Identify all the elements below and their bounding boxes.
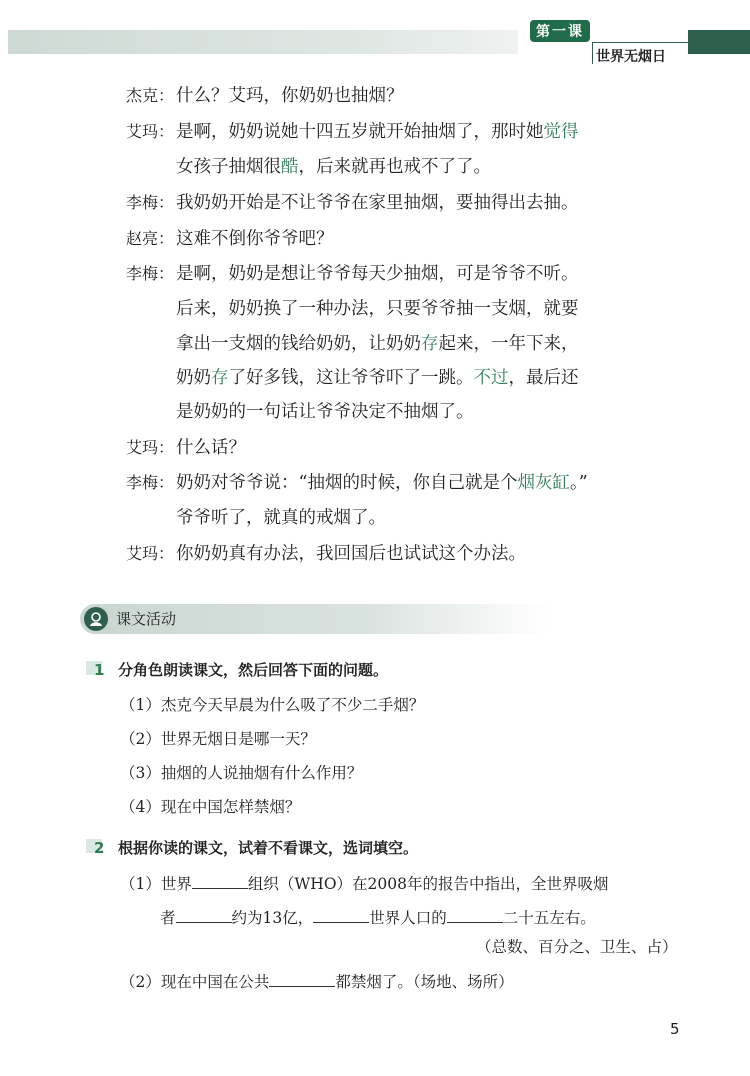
fill-item — [120, 872, 608, 895]
question-item: （4）现在中国怎样禁烟？ — [120, 798, 301, 816]
vocab-word: 不过 — [473, 368, 509, 388]
question-number: 1 — [94, 661, 105, 679]
vocab-word: 存 — [421, 334, 439, 354]
fill-text: 都禁烟了。（场地、场所） — [335, 973, 514, 991]
speaker: 赵亮： — [126, 229, 175, 248]
page-number: 5 — [670, 1020, 680, 1038]
lesson-badge: 第一课 — [530, 20, 590, 42]
speaker: 艾玛： — [126, 438, 175, 457]
vocab-word: 觉得 — [543, 122, 579, 142]
fill-item-continued — [160, 906, 596, 929]
dialogue-line: 什么话？ — [176, 438, 246, 458]
fill-text: （2）现在中国在公共 — [120, 973, 270, 991]
dialogue-line: 是奶奶的一句话让爷爷决定不抽烟了。 — [176, 402, 474, 422]
fill-blank[interactable] — [192, 872, 248, 889]
dialogue-line: 我奶奶开始是不让爷爷在家里抽烟，要抽得出去抽。 — [176, 193, 579, 213]
header-divider-top — [592, 42, 688, 43]
vocab-word: 存 — [211, 368, 229, 388]
fill-text: （1）世界 — [120, 875, 192, 893]
speaker: 杰克： — [126, 86, 175, 105]
fill-blank[interactable] — [269, 970, 335, 987]
dialogue-line: 是啊，奶奶说她十四五岁就开始抽烟了，那时她觉得 — [176, 122, 579, 142]
fill-text: 约为13亿， — [231, 909, 314, 927]
speaker: 李梅： — [126, 193, 175, 212]
section-title: 课文活动 — [116, 610, 177, 628]
dialogue-line: 你奶奶真有办法，我回国后也试试这个办法。 — [176, 544, 526, 564]
header-accent-bar — [688, 30, 750, 54]
dialogue-line: 什么？艾玛，你奶奶也抽烟？ — [176, 86, 404, 106]
question-item: （1）杰克今天早晨为什么吸了不少二手烟？ — [120, 696, 425, 714]
fill-text: 组织（WHO）在2008年的报告中指出，全世界吸烟 — [247, 875, 609, 893]
fill-blank[interactable] — [447, 906, 503, 923]
fill-text: 世界人口的 — [369, 909, 447, 927]
header-bar — [8, 30, 518, 54]
dialogue-line: 女孩子抽烟很酷，后来就再也戒不了了。 — [176, 157, 491, 177]
header-divider — [592, 42, 593, 64]
fill-blank[interactable] — [176, 906, 232, 923]
dialogue-line: 是啊，奶奶是想让爷爷每天少抽烟，可是爷爷不听。 — [176, 264, 579, 284]
person-icon — [88, 611, 104, 627]
dialogue-line: 奶奶对爷爷说：“抽烟的时候，你自己就是个烟灰缸。” — [176, 473, 588, 493]
question-item: （3）抽烟的人说抽烟有什么作用？ — [120, 764, 363, 782]
dialogue-line: 这难不倒你爷爷吧？ — [176, 229, 334, 249]
question-number: 2 — [94, 839, 105, 857]
lesson-title: 世界无烟日 — [596, 49, 666, 65]
dialogue-line: 拿出一支烟的钱给奶奶，让奶奶存起来，一年下来， — [176, 334, 579, 354]
speaker: 李梅： — [126, 473, 175, 492]
dialogue-line: 奶奶存了好多钱，这让爷爷吓了一跳。不过，最后还 — [176, 368, 579, 388]
vocab-word: 烟灰缸 — [517, 473, 570, 493]
word-options: （总数、百分之、卫生、占） — [476, 938, 678, 956]
section-icon — [84, 607, 108, 631]
question-title: 根据你读的课文，试着不看课文，选词填空。 — [118, 839, 419, 857]
question-title: 分角色朗读课文，然后回答下面的问题。 — [118, 661, 389, 679]
question-item: （2）世界无烟日是哪一天？ — [120, 730, 316, 748]
speaker: 艾玛： — [126, 544, 175, 563]
dialogue-line: 爷爷听了，就真的戒烟了。 — [176, 508, 386, 528]
fill-text: 者 — [160, 909, 176, 927]
speaker: 艾玛： — [126, 122, 175, 141]
fill-text: 二十五左右。 — [502, 909, 596, 927]
dialogue-line: 后来，奶奶换了一种办法，只要爷爷抽一支烟，就要 — [176, 299, 579, 319]
fill-blank[interactable] — [313, 906, 369, 923]
vocab-word: 酷 — [281, 157, 299, 177]
fill-item — [120, 970, 514, 993]
speaker: 李梅： — [126, 264, 175, 283]
